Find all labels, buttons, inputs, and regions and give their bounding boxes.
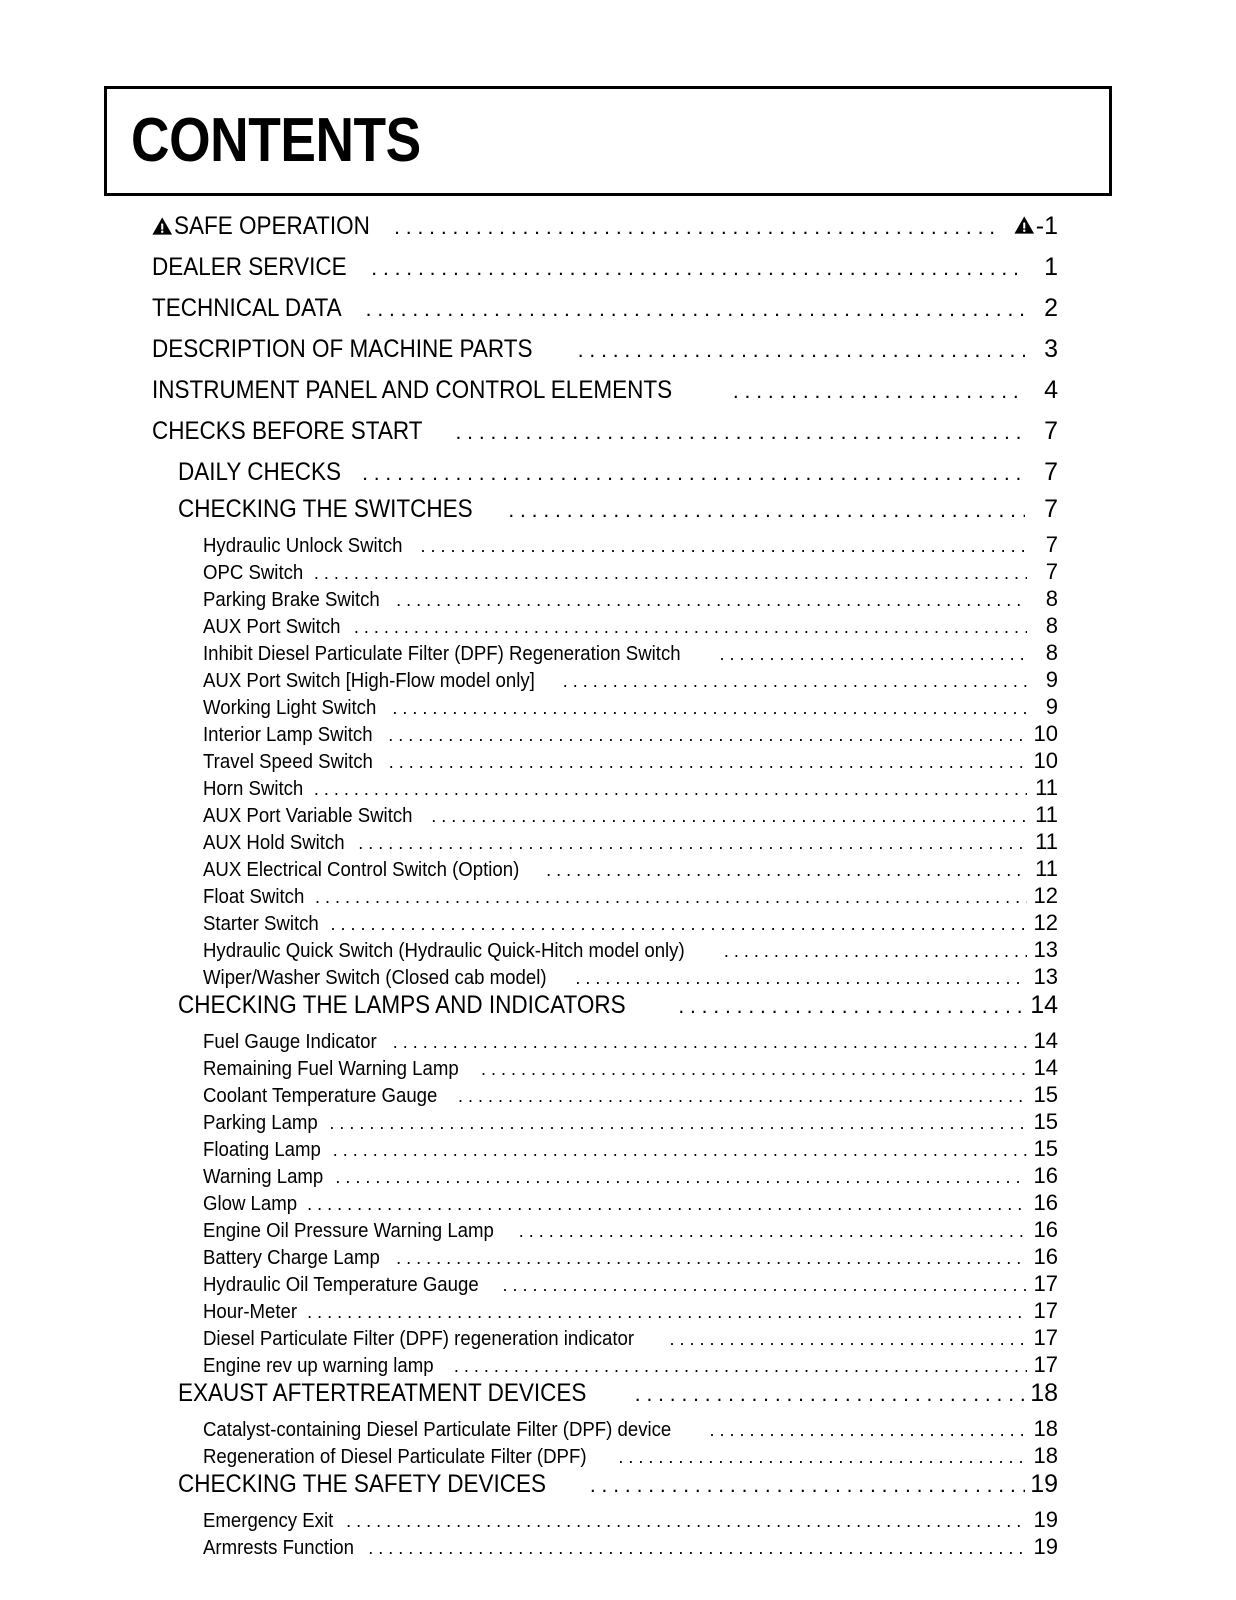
toc-entry-page-number (1030, 883, 1058, 909)
toc-page-value: 18 (1033, 1416, 1058, 1441)
toc-entry-aux-port-switch[interactable] (0, 613, 1236, 640)
toc-entry-label (203, 670, 560, 693)
toc-entry-label (203, 1193, 304, 1216)
toc-entry-aux-port-switch-high-flow-model-only[interactable] (0, 667, 1236, 694)
toc-entry-starter-switch[interactable] (0, 910, 1236, 937)
toc-page-value: 10 (1033, 748, 1058, 773)
toc-page-value: 11 (1035, 856, 1058, 881)
toc-entry-text: Starter Switch (203, 913, 319, 935)
toc-entry-coolant-temperature-gauge[interactable] (0, 1082, 1236, 1109)
toc-page-value: 14 (1033, 1055, 1058, 1080)
dot-leader (368, 1538, 1027, 1559)
toc-entry-label (203, 886, 312, 909)
toc-page-value: 17 (1033, 1352, 1058, 1377)
toc-page-value: 18 (1033, 1443, 1058, 1468)
toc-entry-label (203, 643, 717, 666)
toc-page-value: 15 (1033, 1109, 1058, 1134)
toc-entry-text: Wiper/Washer Switch (Closed cab model) (203, 967, 547, 989)
toc-entry-label (152, 253, 368, 282)
toc-entry-page-number (1030, 613, 1058, 639)
toc-entry-page-number (1030, 559, 1058, 585)
toc-entry-page-number (1030, 1136, 1058, 1162)
toc-entry-floating-lamp[interactable] (0, 1136, 1236, 1163)
toc-entry-page-number (1030, 1190, 1058, 1216)
toc-entry-page-number (1028, 294, 1058, 323)
toc-entry-page-number (1030, 1443, 1058, 1469)
toc-entry-text: DEALER SERVICE (152, 253, 347, 281)
toc-entry-label (203, 1031, 390, 1054)
toc-entry-label (203, 1355, 451, 1378)
toc-entry-label (203, 805, 428, 828)
dot-leader (314, 563, 1027, 584)
toc-entry-label (203, 1537, 365, 1560)
toc-entry-page-number (1030, 640, 1058, 666)
toc-entry-label (152, 212, 391, 241)
toc-entry-instrument-panel-and-control-elements[interactable] (0, 376, 1236, 417)
dot-leader (307, 1194, 1027, 1215)
toc-entry-page-number (1030, 532, 1058, 558)
toc-entry-text: CHECKS BEFORE START (152, 417, 423, 445)
toc-entry-text: AUX Port Variable Switch (203, 805, 413, 827)
toc-entry-horn-switch[interactable] (0, 775, 1236, 802)
toc-entry-warning-lamp[interactable] (0, 1163, 1236, 1190)
toc-entry-label (152, 417, 453, 446)
toc-entry-text: OPC Switch (203, 562, 304, 584)
toc-entry-text: INSTRUMENT PANEL AND CONTROL ELEMENTS (152, 376, 673, 404)
toc-entry-page-number (1030, 694, 1058, 720)
toc-entry-text: AUX Port Switch (203, 616, 341, 638)
toc-page-value: 18 (1030, 1379, 1058, 1407)
toc-entry-text: Travel Speed Switch (203, 751, 373, 773)
toc-entry-page-number (1030, 721, 1058, 747)
dot-leader (421, 536, 1027, 557)
toc-entry-label (203, 1419, 707, 1442)
toc-entry-text: Remaining Fuel Warning Lamp (203, 1058, 459, 1080)
toc-entry-working-light-switch[interactable] (0, 694, 1236, 721)
toc-entry-checking-the-safety-devices[interactable] (0, 1470, 1236, 1507)
toc-entry-label (203, 1328, 667, 1351)
toc-entry-page-number (1028, 417, 1058, 446)
dot-leader (329, 1113, 1027, 1134)
toc-entry-text: Hour-Meter (203, 1301, 298, 1323)
toc-page-value: 15 (1033, 1136, 1058, 1161)
toc-entry-dealer-service[interactable] (0, 253, 1236, 294)
toc-entry-label (203, 697, 389, 720)
toc-entry-label (203, 1247, 393, 1270)
toc-entry-battery-charge-lamp[interactable] (0, 1244, 1236, 1271)
toc-page-value: 8 (1045, 613, 1058, 638)
toc-entry-armrests-function[interactable] (0, 1534, 1236, 1561)
toc-entry-text: CHECKING THE SWITCHES (178, 495, 473, 523)
toc-page-value: 10 (1033, 721, 1058, 746)
toc-page-value: 4 (1044, 376, 1058, 404)
dot-leader (481, 1059, 1027, 1080)
toc-entry-label (152, 376, 730, 405)
toc-entry-label (203, 1139, 330, 1162)
toc-entry-text: Armrests Function (203, 1537, 354, 1559)
dot-leader (578, 339, 1025, 363)
dot-leader (710, 1420, 1027, 1441)
toc-entry-technical-data[interactable] (0, 294, 1236, 335)
toc-entry-text: Engine rev up warning lamp (203, 1355, 434, 1377)
toc-entry-label (203, 1220, 516, 1243)
toc-entry-catalyst-containing-diesel-particulate-filter-dp[interactable] (0, 1416, 1236, 1443)
toc-entry-label (152, 335, 575, 364)
toc-entry-page-number (1030, 856, 1058, 882)
toc-entry-text: AUX Port Switch [High-Flow model only] (203, 670, 535, 692)
toc-entry-text: Battery Charge Lamp (203, 1247, 380, 1269)
dot-leader (618, 1447, 1027, 1468)
dot-leader (330, 914, 1027, 935)
toc-entry-label (203, 724, 385, 747)
toc-entry-interior-lamp-switch[interactable] (0, 721, 1236, 748)
toc-entry-text: Floating Lamp (203, 1139, 321, 1161)
toc-entry-page-number (1030, 802, 1058, 828)
toc-entry-label (152, 294, 363, 323)
page-title-box (104, 86, 1112, 196)
toc-entry-text: Parking Lamp (203, 1112, 318, 1134)
toc-entry-label (203, 859, 543, 882)
dot-leader (590, 1474, 1025, 1498)
toc-page-value: 14 (1030, 991, 1058, 1019)
toc-entry-text: Diesel Particulate Filter (DPF) regeneration indicator (203, 1328, 635, 1350)
toc-entry-label (203, 1058, 478, 1081)
toc-entry-hydraulic-oil-temperature-gauge[interactable] (0, 1271, 1236, 1298)
toc-page-value: 9 (1045, 694, 1058, 719)
toc-entry-label (203, 589, 393, 612)
toc-entry-text: Float Switch (203, 886, 305, 908)
dot-leader (388, 725, 1027, 746)
toc-entry-text: CHECKING THE SAFETY DEVICES (178, 1470, 547, 1498)
toc-entry-parking-brake-switch[interactable] (0, 586, 1236, 613)
toc-entry-page-number (1030, 1271, 1058, 1297)
toc-entry-text: AUX Electrical Control Switch (Option) (203, 859, 520, 881)
toc-page-value: 13 (1033, 937, 1058, 962)
dot-leader (431, 806, 1027, 827)
toc-entry-float-switch[interactable] (0, 883, 1236, 910)
toc-entry-page-number (1030, 937, 1058, 963)
dot-leader (508, 499, 1025, 523)
toc-entry-wiper-washer-switch-closed-cab-model[interactable] (0, 964, 1236, 991)
toc-page-value: 16 (1033, 1190, 1058, 1215)
toc-entry-label (203, 913, 327, 936)
toc-entry-page-number (1030, 1244, 1058, 1270)
dot-leader (315, 887, 1027, 908)
table-of-contents (0, 212, 1236, 1561)
toc-entry-page-number (1028, 495, 1058, 524)
toc-entry-page-number (1030, 1082, 1058, 1108)
dot-leader (396, 590, 1027, 611)
dot-leader (394, 216, 997, 240)
toc-entry-opc-switch[interactable] (0, 559, 1236, 586)
toc-page-value: 3 (1044, 335, 1058, 363)
dot-leader (670, 1329, 1027, 1350)
toc-page-value: 13 (1033, 964, 1058, 989)
toc-entry-label (203, 1112, 326, 1135)
toc-entry-page-number (1030, 586, 1058, 612)
toc-entry-page-number (1028, 335, 1058, 364)
toc-entry-text: Inhibit Diesel Particulate Filter (DPF) Regeneration Switch (203, 643, 681, 665)
toc-entry-label (203, 967, 572, 990)
toc-entry-page-number (1030, 667, 1058, 693)
toc-entry-description-of-machine-parts[interactable] (0, 335, 1236, 376)
dot-leader (362, 462, 1025, 486)
toc-entry-page-number (1030, 1217, 1058, 1243)
toc-entry-text: Hydraulic Unlock Switch (203, 535, 403, 557)
toc-page-value: 16 (1033, 1244, 1058, 1269)
dot-leader (335, 1167, 1027, 1188)
toc-page-value: 17 (1033, 1271, 1058, 1296)
toc-entry-label (203, 562, 311, 585)
toc-page-value: 19 (1030, 1470, 1058, 1498)
toc-entry-parking-lamp[interactable] (0, 1109, 1236, 1136)
toc-entry-page-number (1030, 1325, 1058, 1351)
toc-entry-text: Regeneration of Diesel Particulate Filter (DPF) (203, 1446, 587, 1468)
toc-page-value: 19 (1033, 1507, 1058, 1532)
toc-entry-daily-checks[interactable] (0, 458, 1236, 495)
toc-page-value: 12 (1033, 910, 1058, 935)
toc-entry-diesel-particulate-filter-dpf-regeneration-indic[interactable] (0, 1325, 1236, 1352)
toc-entry-text: Hydraulic Quick Switch (Hydraulic Quick-Hitch model only) (203, 940, 685, 962)
toc-entry-page-number (1030, 1298, 1058, 1324)
toc-entry-text: Fuel Gauge Indicator (203, 1031, 377, 1053)
dot-leader (346, 1511, 1027, 1532)
dot-leader (392, 698, 1027, 719)
toc-entry-page-number (1030, 1028, 1058, 1054)
toc-page-value: 11 (1035, 775, 1058, 800)
dot-leader (546, 860, 1027, 881)
toc-page-value: 16 (1033, 1163, 1058, 1188)
toc-entry-checks-before-start[interactable] (0, 417, 1236, 458)
toc-entry-page-number (1028, 458, 1058, 487)
toc-entry-text: Interior Lamp Switch (203, 724, 373, 746)
toc-entry-page-number (1030, 1534, 1058, 1560)
toc-entry-text: TECHNICAL DATA (152, 294, 342, 322)
warning-triangle-icon (152, 217, 173, 235)
page-title-text: CONTENTS (131, 106, 421, 175)
toc-page-value: 11 (1035, 802, 1058, 827)
toc-page-value: 15 (1033, 1082, 1058, 1107)
toc-entry-page-number (1028, 991, 1058, 1020)
toc-page-value: 17 (1033, 1298, 1058, 1323)
toc-entry-aux-hold-switch[interactable] (0, 829, 1236, 856)
toc-entry-text: Hydraulic Oil Temperature Gauge (203, 1274, 479, 1296)
toc-entry-text: Horn Switch (203, 778, 304, 800)
toc-entry-remaining-fuel-warning-lamp[interactable] (0, 1055, 1236, 1082)
dot-leader (354, 617, 1027, 638)
toc-page-value: 7 (1045, 532, 1058, 557)
dot-leader (724, 941, 1027, 962)
toc-entry-text: DESCRIPTION OF MACHINE PARTS (152, 335, 533, 363)
toc-entry-page-number (1030, 1507, 1058, 1533)
toc-entry-text: Engine Oil Pressure Warning Lamp (203, 1220, 494, 1242)
toc-entry-label (203, 1274, 499, 1297)
toc-entry-label (203, 1085, 455, 1108)
toc-entry-text: DAILY CHECKS (178, 458, 341, 486)
dot-leader (314, 779, 1027, 800)
dot-leader (307, 1302, 1027, 1323)
toc-page-value: 7 (1044, 495, 1058, 523)
toc-entry-travel-speed-switch[interactable] (0, 748, 1236, 775)
toc-entry-label (178, 1379, 632, 1408)
toc-entry-text: Coolant Temperature Gauge (203, 1085, 438, 1107)
toc-entry-label (178, 1470, 587, 1499)
toc-entry-label (203, 1301, 304, 1324)
dot-leader (456, 421, 1025, 445)
toc-entry-page-number (1028, 376, 1058, 405)
toc-entry-hydraulic-unlock-switch[interactable] (0, 532, 1236, 559)
toc-entry-text: SAFE OPERATION (173, 212, 370, 240)
toc-entry-fuel-gauge-indicator[interactable] (0, 1028, 1236, 1055)
toc-page-value: 17 (1033, 1325, 1058, 1350)
dot-leader (519, 1221, 1027, 1242)
toc-entry-label (178, 991, 675, 1020)
toc-entry-hydraulic-quick-switch-hydraulic-quick-hitch-mod[interactable] (0, 937, 1236, 964)
toc-entry-text: Parking Brake Switch (203, 589, 380, 611)
toc-entry-page-number (1030, 748, 1058, 774)
toc-page-value: 7 (1044, 458, 1058, 486)
dot-leader (563, 671, 1027, 692)
dot-leader (396, 1248, 1027, 1269)
toc-entry-label (203, 751, 386, 774)
toc-page-value: 8 (1045, 640, 1058, 665)
toc-entry-label (203, 1446, 615, 1469)
toc-entry-label (203, 616, 351, 639)
toc-entry-checking-the-lamps-and-indicators[interactable] (0, 991, 1236, 1028)
toc-entry-glow-lamp[interactable] (0, 1190, 1236, 1217)
dot-leader (720, 644, 1027, 665)
dot-leader (366, 298, 1025, 322)
toc-entry-page-number (1028, 253, 1058, 282)
toc-entry-label (203, 940, 721, 963)
toc-page-value: 7 (1045, 559, 1058, 584)
toc-page-value: 8 (1045, 586, 1058, 611)
toc-entry-label (178, 495, 505, 524)
toc-entry-text: Warning Lamp (203, 1166, 324, 1188)
dot-leader (733, 380, 1025, 404)
dot-leader (458, 1086, 1027, 1107)
toc-page-value: 11 (1035, 829, 1058, 854)
toc-entry-page-number (1030, 964, 1058, 990)
toc-page-value: 2 (1044, 294, 1058, 322)
toc-page-value: 14 (1033, 1028, 1058, 1053)
dot-leader (678, 995, 1025, 1019)
toc-page-value: 9 (1045, 667, 1058, 692)
toc-entry-label (203, 832, 355, 855)
toc-entry-text: Working Light Switch (203, 697, 377, 719)
toc-entry-page-number (1028, 1379, 1058, 1408)
dot-leader (635, 1383, 1025, 1407)
toc-entry-page-number (1030, 1055, 1058, 1081)
toc-entry-safe-operation[interactable] (0, 212, 1236, 253)
warning-triangle-icon (1014, 216, 1035, 234)
toc-entry-page-number (1030, 1352, 1058, 1378)
toc-page-value: 16 (1033, 1217, 1058, 1242)
toc-entry-text: CHECKING THE LAMPS AND INDICATORS (178, 991, 626, 1019)
toc-entry-hour-meter[interactable] (0, 1298, 1236, 1325)
toc-entry-exaust-aftertreatment-devices[interactable] (0, 1379, 1236, 1416)
toc-entry-emergency-exit[interactable] (0, 1507, 1236, 1534)
toc-entry-label (203, 535, 418, 558)
toc-entry-page-number (1030, 829, 1058, 855)
toc-entry-engine-rev-up-warning-lamp[interactable] (0, 1352, 1236, 1379)
toc-entry-text: Emergency Exit (203, 1510, 334, 1532)
dot-leader (502, 1275, 1027, 1296)
toc-entry-text: Glow Lamp (203, 1193, 298, 1215)
toc-entry-page-number (1028, 1470, 1058, 1499)
dot-leader (454, 1356, 1027, 1377)
toc-page-value: 1 (1044, 253, 1058, 281)
dot-leader (358, 833, 1027, 854)
toc-entry-page-number (1030, 1416, 1058, 1442)
toc-entry-page-number (1030, 775, 1058, 801)
page-title (131, 106, 468, 175)
toc-entry-page-number (1000, 212, 1058, 241)
toc-entry-text: Catalyst-containing Diesel Particulate Filter (DPF) device (203, 1419, 672, 1441)
toc-entry-regeneration-of-diesel-particulate-filter-dpf[interactable] (0, 1443, 1236, 1470)
dot-leader (371, 257, 1025, 281)
toc-page-value: 19 (1033, 1534, 1058, 1559)
toc-entry-inhibit-diesel-particulate-filter-dpf-regenerati[interactable] (0, 640, 1236, 667)
toc-page-value: 12 (1033, 883, 1058, 908)
toc-entry-page-number (1030, 1109, 1058, 1135)
dot-leader (393, 1032, 1027, 1053)
toc-entry-page-number (1030, 1163, 1058, 1189)
toc-entry-engine-oil-pressure-warning-lamp[interactable] (0, 1217, 1236, 1244)
toc-page-value: 7 (1044, 417, 1058, 445)
toc-entry-aux-port-variable-switch[interactable] (0, 802, 1236, 829)
toc-entry-text: AUX Hold Switch (203, 832, 345, 854)
dot-leader (389, 752, 1027, 773)
toc-entry-label (203, 1510, 343, 1533)
toc-entry-checking-the-switches[interactable] (0, 495, 1236, 532)
toc-entry-label (203, 1166, 332, 1189)
dot-leader (575, 968, 1027, 989)
toc-entry-label (203, 778, 311, 801)
toc-entry-label (178, 458, 359, 487)
dot-leader (333, 1140, 1027, 1161)
toc-entry-page-number (1030, 910, 1058, 936)
toc-entry-aux-electrical-control-switch-option[interactable] (0, 856, 1236, 883)
toc-entry-text: EXAUST AFTERTREATMENT DEVICES (178, 1379, 587, 1407)
toc-page-value: -1 (1035, 212, 1058, 240)
